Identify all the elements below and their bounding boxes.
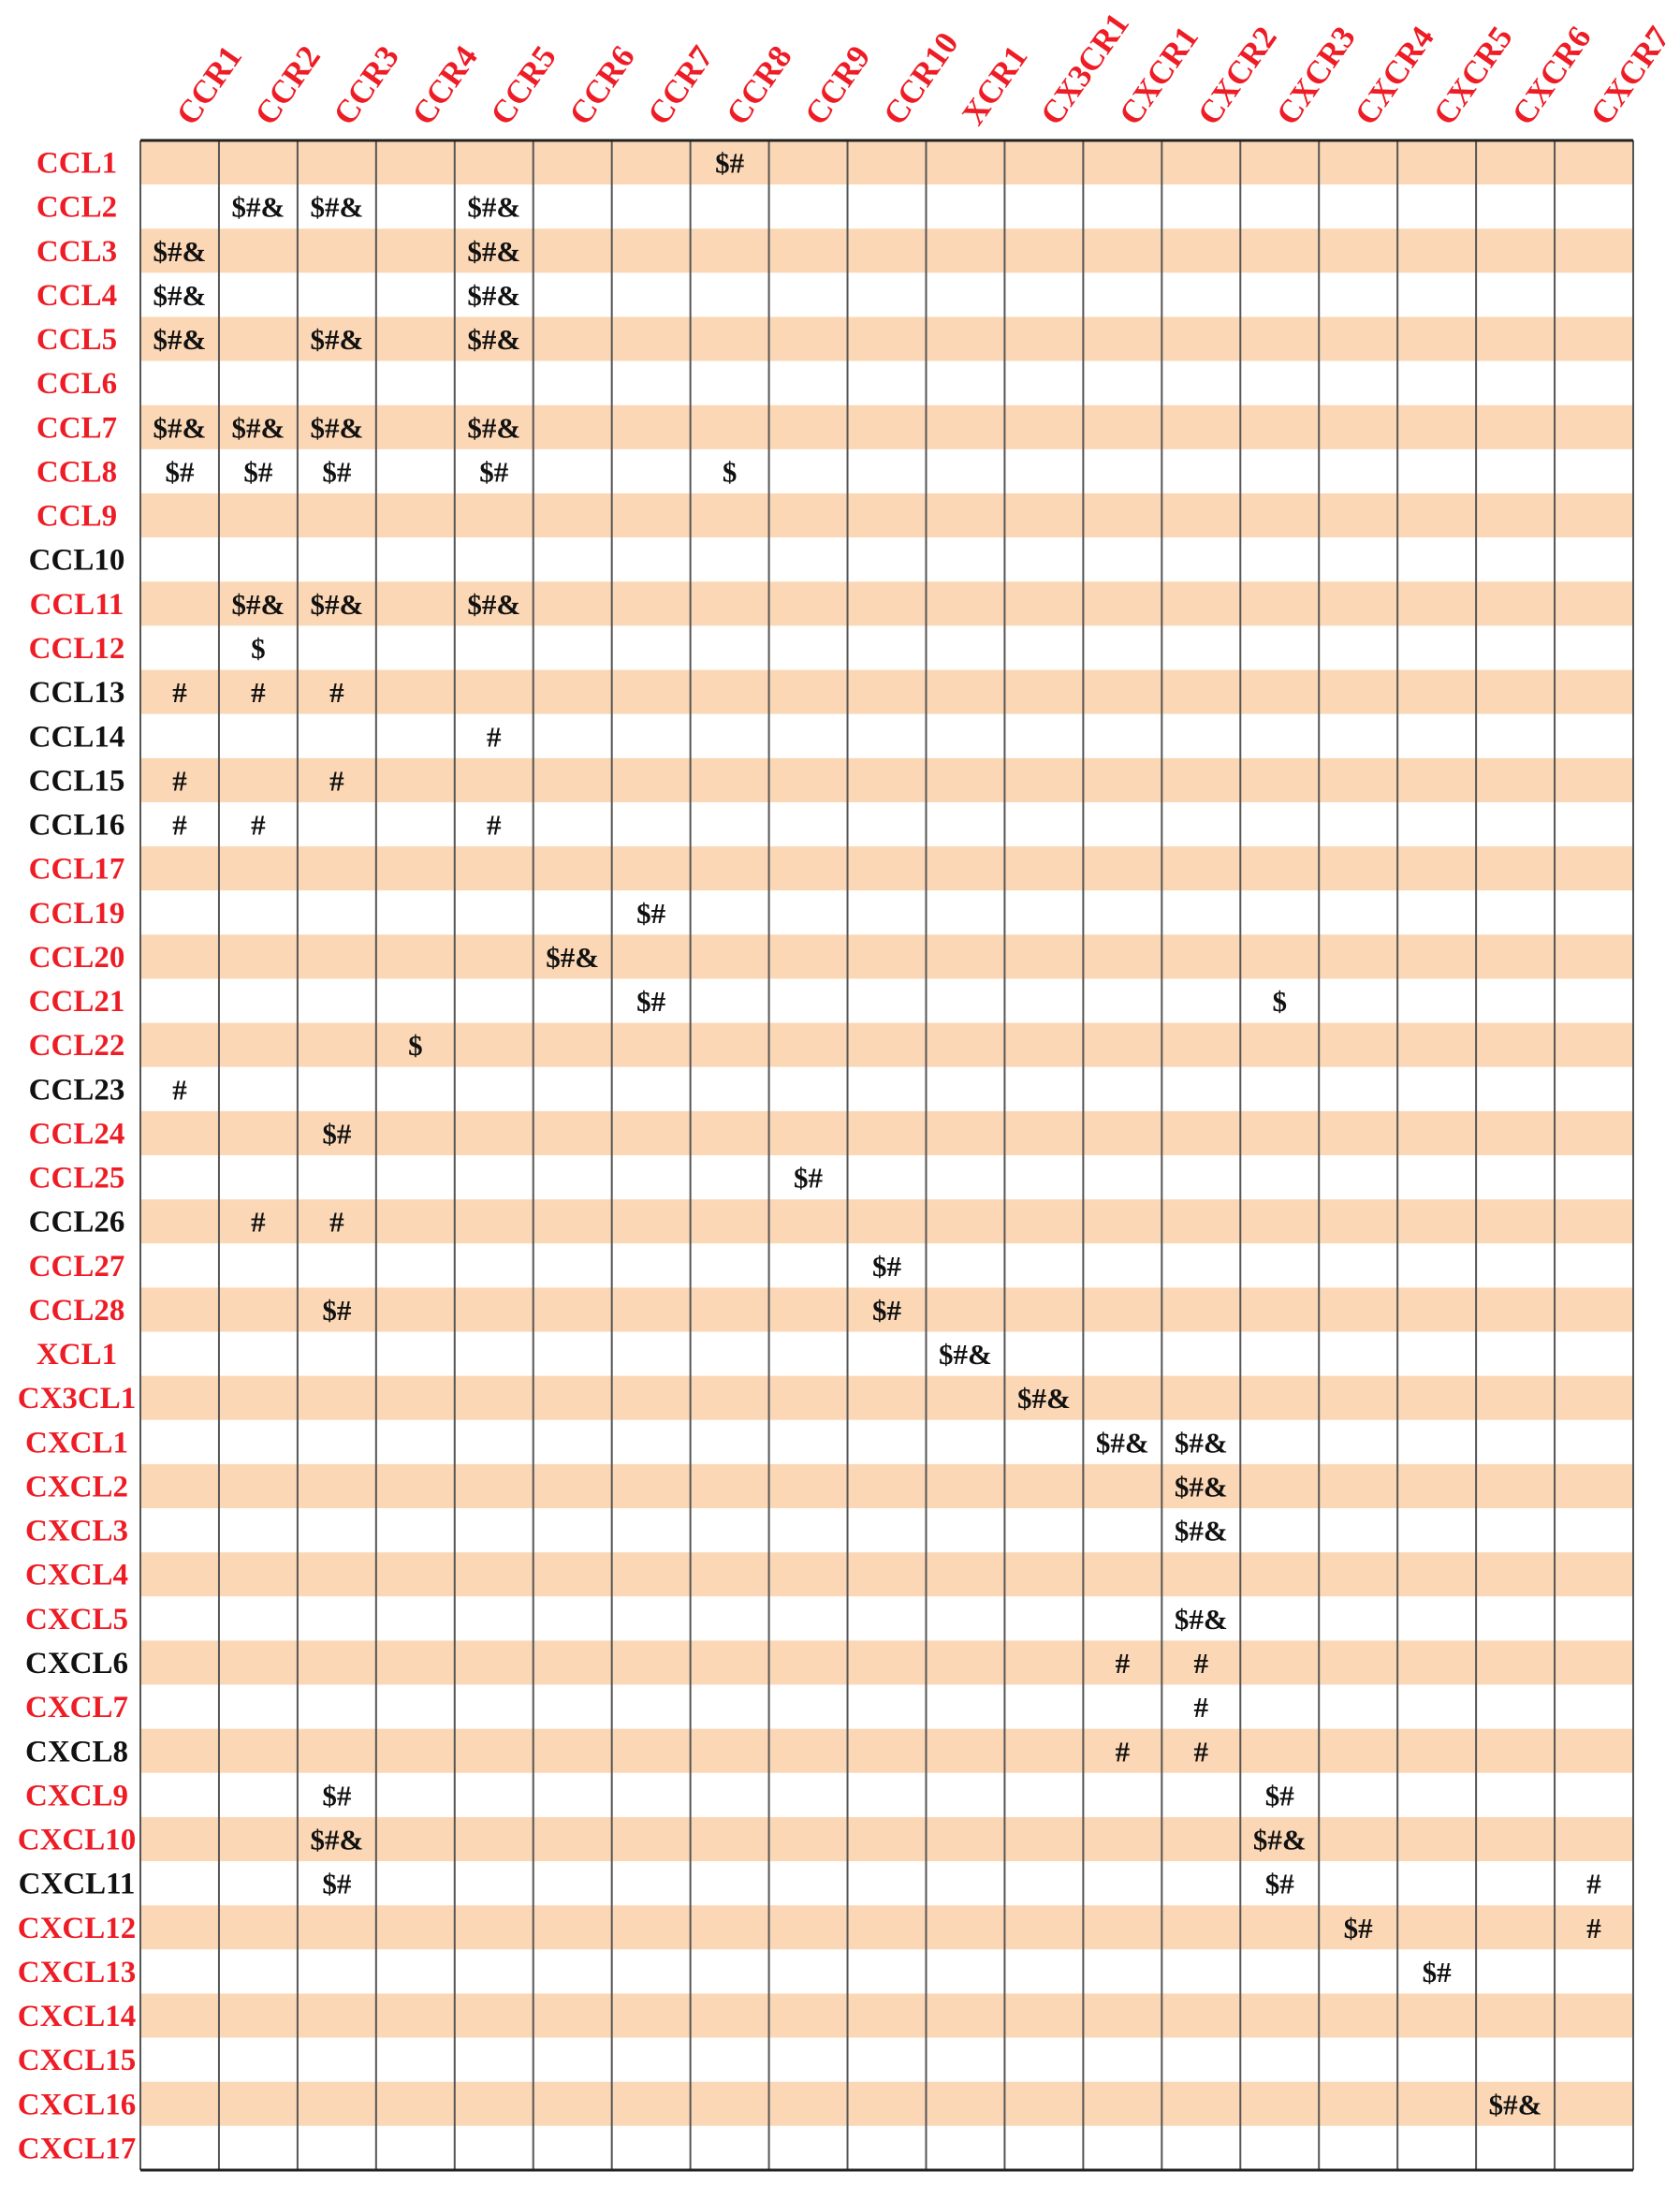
cell-value: $#& — [467, 278, 521, 312]
column-header: CXCR7 — [1583, 20, 1677, 132]
cell-value: $#& — [1095, 1426, 1149, 1460]
row-header: CCL8 — [36, 455, 118, 490]
row-header: CXCL12 — [17, 1911, 137, 1945]
row-stripe — [140, 978, 1633, 1022]
row-header: CXCL13 — [17, 1955, 137, 1989]
row-header: CCL10 — [28, 543, 125, 578]
cell-value: $#& — [153, 323, 207, 357]
row-stripe — [140, 625, 1633, 669]
cell-value: $# — [715, 146, 745, 180]
cell-value: $# — [636, 896, 666, 930]
row-header: CCL22 — [28, 1029, 125, 1064]
row-stripe — [140, 1949, 1633, 1993]
cell-value: $# — [1264, 1867, 1294, 1900]
cell-value: # — [172, 764, 187, 798]
row-stripe — [140, 890, 1633, 934]
row-stripe — [140, 670, 1633, 714]
row-header: CXCL6 — [24, 1647, 129, 1680]
column-header: CCR9 — [797, 38, 878, 132]
row-headers — [18, 147, 137, 2166]
row-stripe — [140, 1552, 1633, 1596]
row-stripe — [140, 1155, 1633, 1199]
row-stripe — [140, 1332, 1633, 1376]
cell-value: $#& — [310, 587, 364, 621]
row-stripe — [140, 1993, 1633, 2037]
row-stripe — [140, 1905, 1633, 1949]
cell-value: # — [487, 808, 502, 842]
cell-value: $#& — [467, 234, 521, 268]
row-stripe — [140, 1111, 1633, 1155]
row-header: CXCL8 — [24, 1735, 129, 1769]
cell-value: # — [1193, 1691, 1209, 1724]
row-header: CXCL5 — [24, 1602, 129, 1636]
column-header: CXCR4 — [1347, 20, 1441, 132]
row-stripe — [140, 272, 1633, 316]
cell-value: # — [251, 1205, 266, 1239]
cell-value: # — [1115, 1735, 1131, 1768]
cell-value: $# — [1264, 1779, 1294, 1812]
cell-value: $# — [322, 1293, 352, 1327]
row-stripe — [140, 537, 1633, 581]
cell-value: $# — [243, 455, 273, 489]
row-header: CCL23 — [28, 1073, 125, 1108]
row-header: CXCL3 — [24, 1514, 129, 1548]
cell-value: $#& — [1174, 1470, 1228, 1504]
row-stripe — [140, 493, 1633, 537]
cell-value: $# — [322, 455, 352, 489]
cell-value: $#& — [546, 940, 600, 974]
cell-value: $#& — [231, 190, 285, 224]
cell-value: # — [172, 676, 187, 710]
row-header: CCL19 — [28, 896, 125, 931]
cell-value: # — [329, 1205, 344, 1239]
row-stripe — [140, 1067, 1633, 1111]
row-header: CXCL9 — [24, 1779, 129, 1813]
row-stripe — [140, 802, 1633, 846]
column-header: CCR6 — [562, 38, 642, 132]
cell-value: # — [1586, 1911, 1601, 1944]
row-stripe — [140, 1023, 1633, 1067]
cell-value: $#& — [310, 1823, 364, 1856]
row-header: CCL15 — [28, 764, 125, 799]
row-header: CXCL17 — [17, 2132, 137, 2166]
row-header: CCL17 — [28, 852, 125, 887]
cell-value: $#& — [153, 411, 207, 445]
cell-value: $# — [322, 1779, 352, 1812]
cell-value: # — [1193, 1647, 1209, 1680]
row-stripe — [140, 361, 1633, 405]
column-header: CXCR2 — [1190, 20, 1284, 132]
row-stripe — [140, 1817, 1633, 1861]
row-header: CCL5 — [36, 323, 118, 358]
column-header: CCR7 — [640, 38, 721, 132]
cell-value: $#& — [467, 411, 521, 445]
cell-value: $ — [408, 1029, 423, 1063]
cell-value: $#& — [1174, 1426, 1228, 1460]
row-header: CCL20 — [28, 940, 125, 975]
row-header: CCL13 — [28, 676, 125, 711]
row-header: CCL24 — [28, 1117, 125, 1152]
cell-value: $# — [872, 1249, 901, 1283]
row-header: CCL11 — [29, 587, 124, 622]
row-stripe — [140, 2038, 1633, 2082]
cell-value: # — [251, 676, 266, 710]
cell-value: $ — [722, 455, 738, 489]
cell-value: $#& — [467, 587, 521, 621]
cell-value: # — [1193, 1735, 1209, 1768]
row-stripe — [140, 934, 1633, 978]
cell-value: # — [329, 676, 344, 710]
cell-value: $#& — [1174, 1514, 1228, 1548]
row-stripe — [140, 228, 1633, 272]
cell-value: $# — [165, 455, 195, 489]
cell-value: $#& — [467, 323, 521, 357]
cell-value: $#& — [153, 278, 207, 312]
column-header: CX3CR1 — [1033, 6, 1137, 132]
cell-value: $# — [322, 1117, 352, 1151]
row-header: CCL3 — [36, 234, 118, 269]
row-stripe — [140, 1464, 1633, 1508]
cell-value: $#& — [1488, 2088, 1542, 2121]
row-stripe — [140, 1199, 1633, 1243]
row-header: CCL2 — [36, 190, 118, 225]
cell-value: $# — [636, 985, 666, 1019]
cell-value: $# — [794, 1161, 824, 1195]
row-header: CCL6 — [36, 367, 118, 402]
row-header: CXCL15 — [17, 2044, 137, 2078]
row-stripe — [140, 1376, 1633, 1420]
row-header: CCL26 — [28, 1205, 125, 1240]
column-header: CCR2 — [247, 38, 329, 132]
column-header: CCR4 — [404, 38, 485, 132]
cell-value: # — [172, 808, 187, 842]
cell-value: $# — [1422, 1955, 1452, 1988]
cell-value: $#& — [231, 587, 285, 621]
row-header: CXCL4 — [24, 1558, 129, 1592]
cell-value: $#& — [310, 323, 364, 357]
column-header: CXCR6 — [1504, 20, 1599, 132]
cell-value: $#& — [231, 411, 285, 445]
row-stripe — [140, 1420, 1633, 1464]
row-header: CCL28 — [28, 1293, 125, 1328]
row-stripe — [140, 1729, 1633, 1773]
row-header: CCL7 — [36, 411, 118, 446]
cell-value: # — [1586, 1867, 1601, 1900]
column-header: CCR3 — [326, 38, 406, 132]
column-header: CCR5 — [483, 38, 563, 132]
row-stripe — [140, 758, 1633, 802]
row-stripe — [140, 714, 1633, 758]
row-stripe — [140, 581, 1633, 625]
column-header: CCR8 — [719, 38, 799, 132]
cell-value: $#& — [1016, 1382, 1071, 1416]
cell-value: # — [1115, 1647, 1131, 1680]
row-stripe — [140, 2126, 1633, 2170]
cell-value: $# — [322, 1867, 352, 1900]
row-stripe — [140, 1596, 1633, 1640]
column-header: CXCR1 — [1111, 20, 1205, 132]
row-header: CXCL16 — [17, 2088, 137, 2122]
row-stripe — [140, 1640, 1633, 1684]
row-stripe — [140, 140, 1633, 184]
row-stripe — [140, 405, 1633, 449]
row-header: CCL16 — [28, 808, 125, 843]
cell-value: $ — [251, 632, 266, 665]
cell-value: $# — [479, 455, 509, 489]
row-stripe — [140, 1773, 1633, 1817]
cell-value: # — [329, 764, 344, 798]
cell-value: $#& — [1174, 1602, 1228, 1636]
cell-value: $#& — [467, 190, 521, 224]
row-stripe — [140, 2082, 1633, 2126]
row-stripe — [140, 317, 1633, 361]
column-headers — [169, 7, 1677, 132]
row-header: CCL4 — [36, 278, 118, 313]
cell-value: $#& — [1252, 1823, 1307, 1856]
row-stripe — [140, 1861, 1633, 1905]
row-header: CCL21 — [28, 985, 125, 1020]
column-header: CXCR5 — [1425, 20, 1520, 132]
cell-value: $# — [1343, 1911, 1373, 1944]
row-stripe — [140, 846, 1633, 890]
row-header: CCL1 — [36, 146, 118, 181]
row-header: CXCL2 — [24, 1470, 129, 1504]
column-header: CCR1 — [168, 38, 250, 132]
column-header: XCR1 — [955, 38, 1035, 132]
cell-value: $#& — [310, 411, 364, 445]
row-header: XCL1 — [36, 1338, 118, 1372]
row-stripes — [140, 140, 1633, 2170]
row-stripe — [140, 184, 1633, 228]
row-stripe — [140, 1685, 1633, 1729]
column-header: CCR10 — [876, 25, 966, 132]
cell-value: # — [487, 720, 502, 754]
row-stripe — [140, 449, 1633, 493]
row-header: CCL25 — [28, 1161, 125, 1196]
cell-value: $# — [872, 1293, 901, 1327]
column-header: CXCR3 — [1268, 20, 1363, 132]
row-header: CXCL11 — [18, 1867, 136, 1901]
row-header: CCL9 — [36, 499, 118, 534]
row-stripe — [140, 1508, 1633, 1552]
cell-value: # — [172, 1073, 187, 1107]
row-header: CXCL7 — [24, 1691, 129, 1725]
row-header: CCL12 — [28, 632, 125, 666]
row-header: CXCL1 — [24, 1426, 129, 1460]
row-header: CCL14 — [28, 720, 125, 755]
row-header: CX3CL1 — [17, 1382, 137, 1416]
cell-value: # — [251, 808, 266, 842]
cell-value: $#& — [153, 234, 207, 268]
cell-value: $ — [1272, 985, 1287, 1019]
cell-value: $#& — [310, 190, 364, 224]
cell-value: $#& — [939, 1338, 992, 1372]
row-header: CXCL14 — [17, 2000, 137, 2034]
row-header: CCL27 — [28, 1249, 125, 1284]
row-header: CXCL10 — [17, 1823, 137, 1857]
